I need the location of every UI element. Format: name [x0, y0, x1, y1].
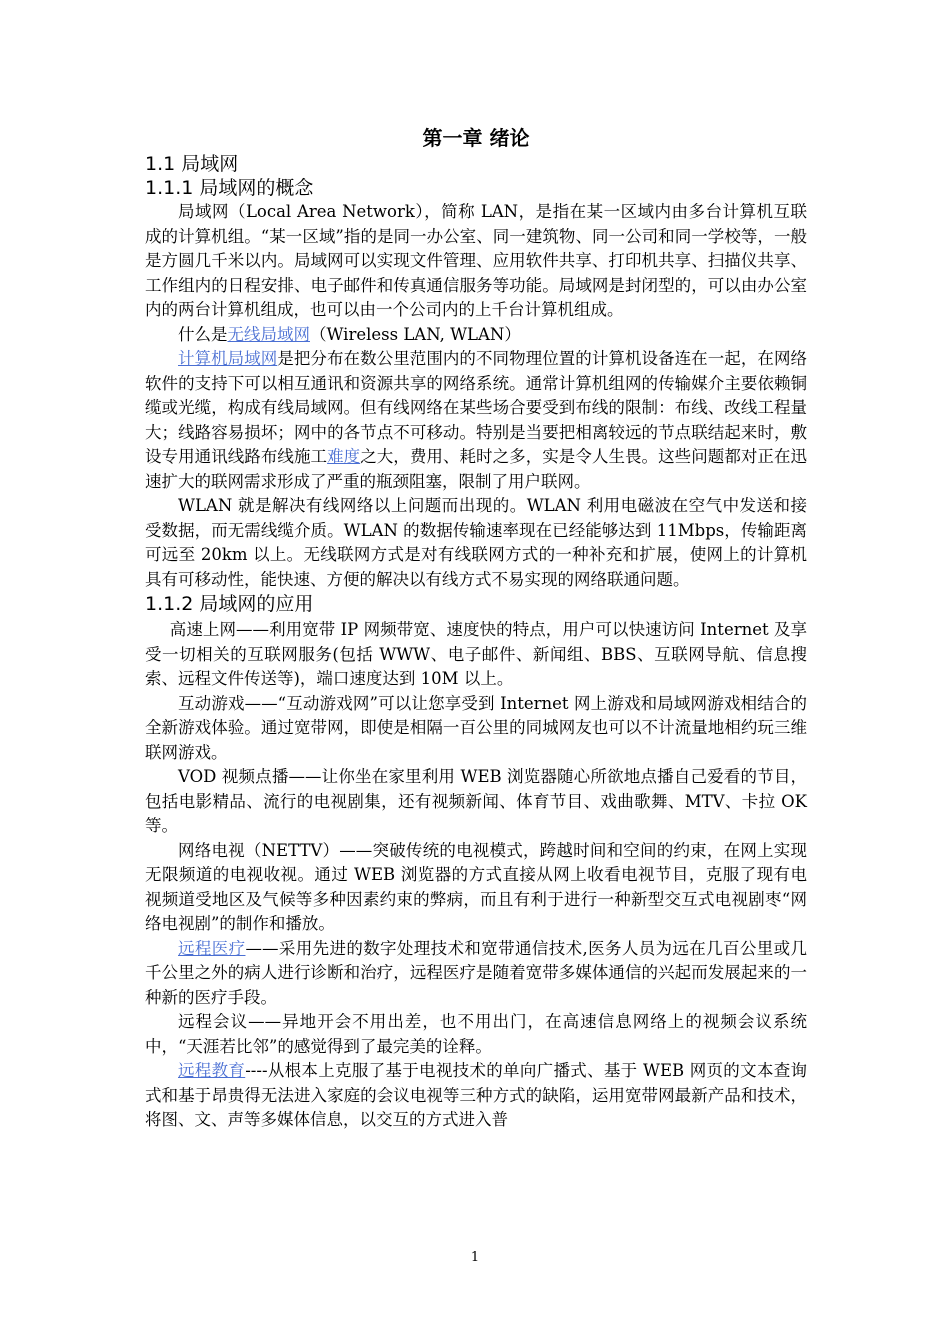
- paragraph-remote-education: [145, 1059, 807, 1133]
- paragraph-lan-definition: 局域网（Local Area Network），简称 LAN，是指在某一区域内由多台计算机互联成的计算机组。“某一区域”指的是同一办公室、同一建筑物、同一公司和同一学校等，一般是方圆几千米以内。局域网可以实现文件管理、应用软件共享、打印机共享、扫描仪共享、工作组内的日程安排、电子邮件和传真通信服务等功能。局域网是封闭型的，可以由办公室内的两台计算机组成，也可以由一个公司内的上千台计算机组成。: [145, 202, 807, 319]
- paragraph-wlan-question: [145, 323, 807, 348]
- paragraph-computer-lan: [145, 347, 807, 494]
- paragraph-telemedicine: [145, 937, 807, 1011]
- paragraph-vod: VOD 视频点播——让你坐在家里利用 WEB 浏览器随心所欲地点播自己爱看的节目，包括电影精品、流行的电视剧集，还有视频新闻、体育节目、戏曲歌舞、MTV、卡拉 OK 等。: [145, 767, 807, 835]
- link-difficulty[interactable]: 难度: [327, 447, 361, 466]
- section-heading-1-1-1: 1.1.1 局域网的概念: [145, 177, 314, 199]
- text-segment: ——采用先进的数字处理技术和宽带通信技术,医务人员为远在几百公里或几千公里之外的病人进行诊断和治疗，远程医疗是随着宽带多媒体通信的兴起而发展起来的一种新的医疗手段。: [145, 938, 808, 1007]
- text-segment: 之大，费用、耗时之多，实是令人生畏。这些问题都对正在迅速扩大的联网需求形成了严重的瓶颈阻塞，限制了用户联网。: [145, 447, 808, 491]
- link-wireless-lan[interactable]: 无线局域网: [227, 324, 310, 344]
- paragraph-wlan-solution: WLAN 就是解决有线网络以上问题而出现的。WLAN 利用电磁波在空气中发送和接受数据，而无需线缆介质。WLAN 的数据传输速率现在已经能够达到 11Mbps，传输距离可远至 20km 以上。无线联网方式是对有线联网方式的一种补充和扩展，使网上的计算机具有可移动性，能快速、方便的解决以有线方式不易实现的网络联通问题。: [145, 496, 807, 589]
- document-body: [145, 124, 807, 1133]
- link-telemedicine[interactable]: 远程医疗: [178, 938, 246, 958]
- chapter-title: 第一章 绪论: [422, 126, 530, 150]
- text-segment: 什么是: [178, 324, 228, 344]
- link-computer-lan[interactable]: 计算机局域网: [178, 349, 278, 368]
- page-number: 1: [470, 1250, 480, 1265]
- paragraph-high-speed-internet: 高速上网——利用宽带 IP 网频带宽、速度快的特点，用户可以快速访问 Internet 及享受一切相关的互联网服务(包括 WWW、电子邮件、新闻组、BBS、互联网导航、信息搜索、远程文件传送等)，端口速度达到 10M 以上。: [145, 620, 807, 688]
- paragraph-nettv: 网络电视（NETTV）——突破传统的电视模式，跨越时间和空间的约束，在网上实现无限频道的电视收视。通过 WEB 浏览器的方式直接从网上收看电视节目，克服了现有电视频道受地区及气候等多种因素约束的弊病，而且有利于进行一种新型交互式电视剧枣“网络电视剧”的制作和播放。: [145, 840, 807, 933]
- paragraph-remote-meeting: 远程会议——异地开会不用出差，也不用出门，在高速信息网络上的视频会议系统中，“天涯若比邻”的感觉得到了最完美的诠释。: [145, 1012, 807, 1056]
- text-segment: 是把分布在数公里范围内的不同物理位置的计算机设备连在一起，在网络软件的支持下可以相互通讯和资源共享的网络系统。通常计算机组网的传输媒介主要依赖铜缆或光缆，构成有线局域网。但有线网络在某些场合要受到布线的限制：布线、改线工程量大；线路容易损坏；网中的各节点不可移动。特别是当要把相离较远的节点联结起来时，敷设专用通讯线路布线施工: [145, 349, 808, 466]
- section-heading-1-1-2: 1.1.2 局域网的应用: [145, 593, 314, 615]
- link-remote-education[interactable]: 远程教育: [178, 1061, 246, 1080]
- section-heading-1-1: 1.1 局域网: [145, 153, 239, 175]
- text-segment: ----从根本上克服了基于电视技术的单向广播式、基于 WEB 网页的文本查询式和基于昂贵得无法进入家庭的会议电视等三种方式的缺陷，运用宽带网最新产品和技术，将图、文、声等多媒体信息，以交互的方式进入普: [145, 1061, 808, 1129]
- paragraph-interactive-games: 互动游戏——“互动游戏网”可以让您享受到 Internet 网上游戏和局域网游戏相结合的全新游戏体验。通过宽带网，即使是相隔一百公里的同城网友也可以不计流量地相约玩三维联网游戏。: [145, 693, 807, 762]
- text-segment: （Wireless LAN, WLAN）: [310, 324, 521, 344]
